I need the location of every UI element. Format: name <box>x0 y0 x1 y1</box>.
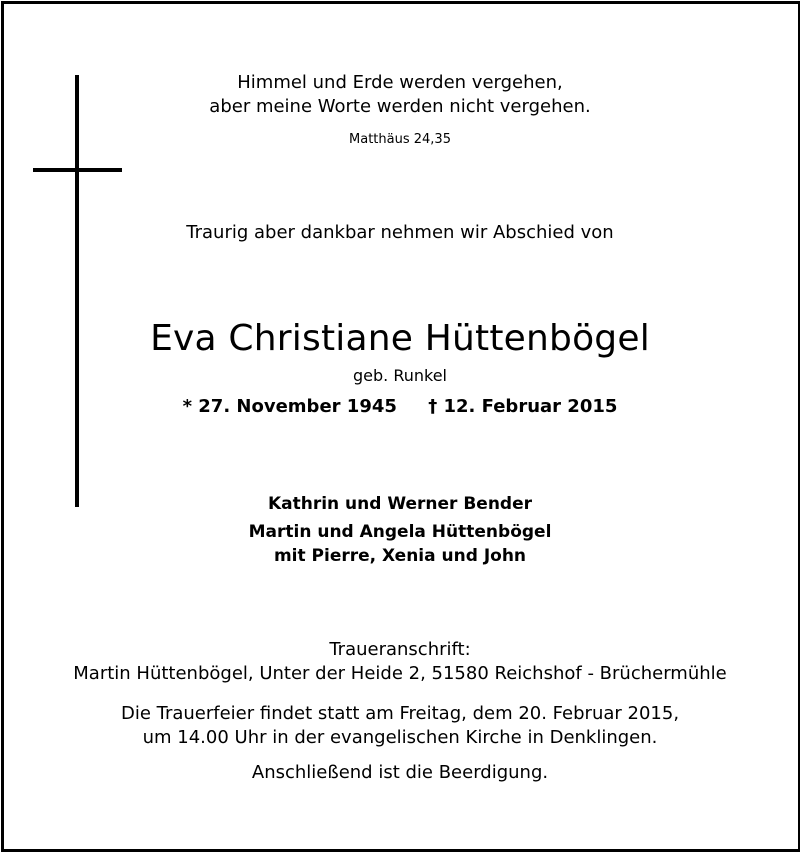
life-dates <box>0 396 800 417</box>
family-line-2: Martin und Angela Hüttenbögel <box>248 522 552 542</box>
cross-horizontal-bar <box>33 168 122 172</box>
service-line-2: um 14.00 Uhr in der evangelischen Kirche in Denklingen. <box>142 727 658 748</box>
address-label: Traueranschrift: <box>329 639 471 660</box>
born-date: * 27. November 1945 <box>182 396 397 417</box>
notice-border <box>1 1 800 852</box>
verse-reference: Matthäus 24,35 <box>349 132 451 147</box>
service-line-1: Die Trauerfeier findet statt am Freitag, dem 20. Februar 2015, <box>120 703 680 724</box>
address: Martin Hüttenbögel, Unter der Heide 2, 51580 Reichshof - Brüchermühle <box>73 663 727 684</box>
verse-line-1: Himmel und Erde werden vergehen, <box>237 72 563 93</box>
death-date: † 12. Februar 2015 <box>428 396 618 417</box>
burial-text: Anschließend ist die Beerdigung. <box>251 762 549 783</box>
deceased-name: Eva Christiane Hüttenbögel <box>150 318 650 359</box>
intro-text: Traurig aber dankbar nehmen wir Abschied von <box>186 222 614 243</box>
family-line-3: mit Pierre, Xenia und John <box>273 546 527 566</box>
verse-line-2: aber meine Worte werden nicht vergehen. <box>209 96 591 117</box>
birth-name: geb. Runkel <box>353 366 447 385</box>
family-line-1: Kathrin und Werner Bender <box>267 494 533 514</box>
